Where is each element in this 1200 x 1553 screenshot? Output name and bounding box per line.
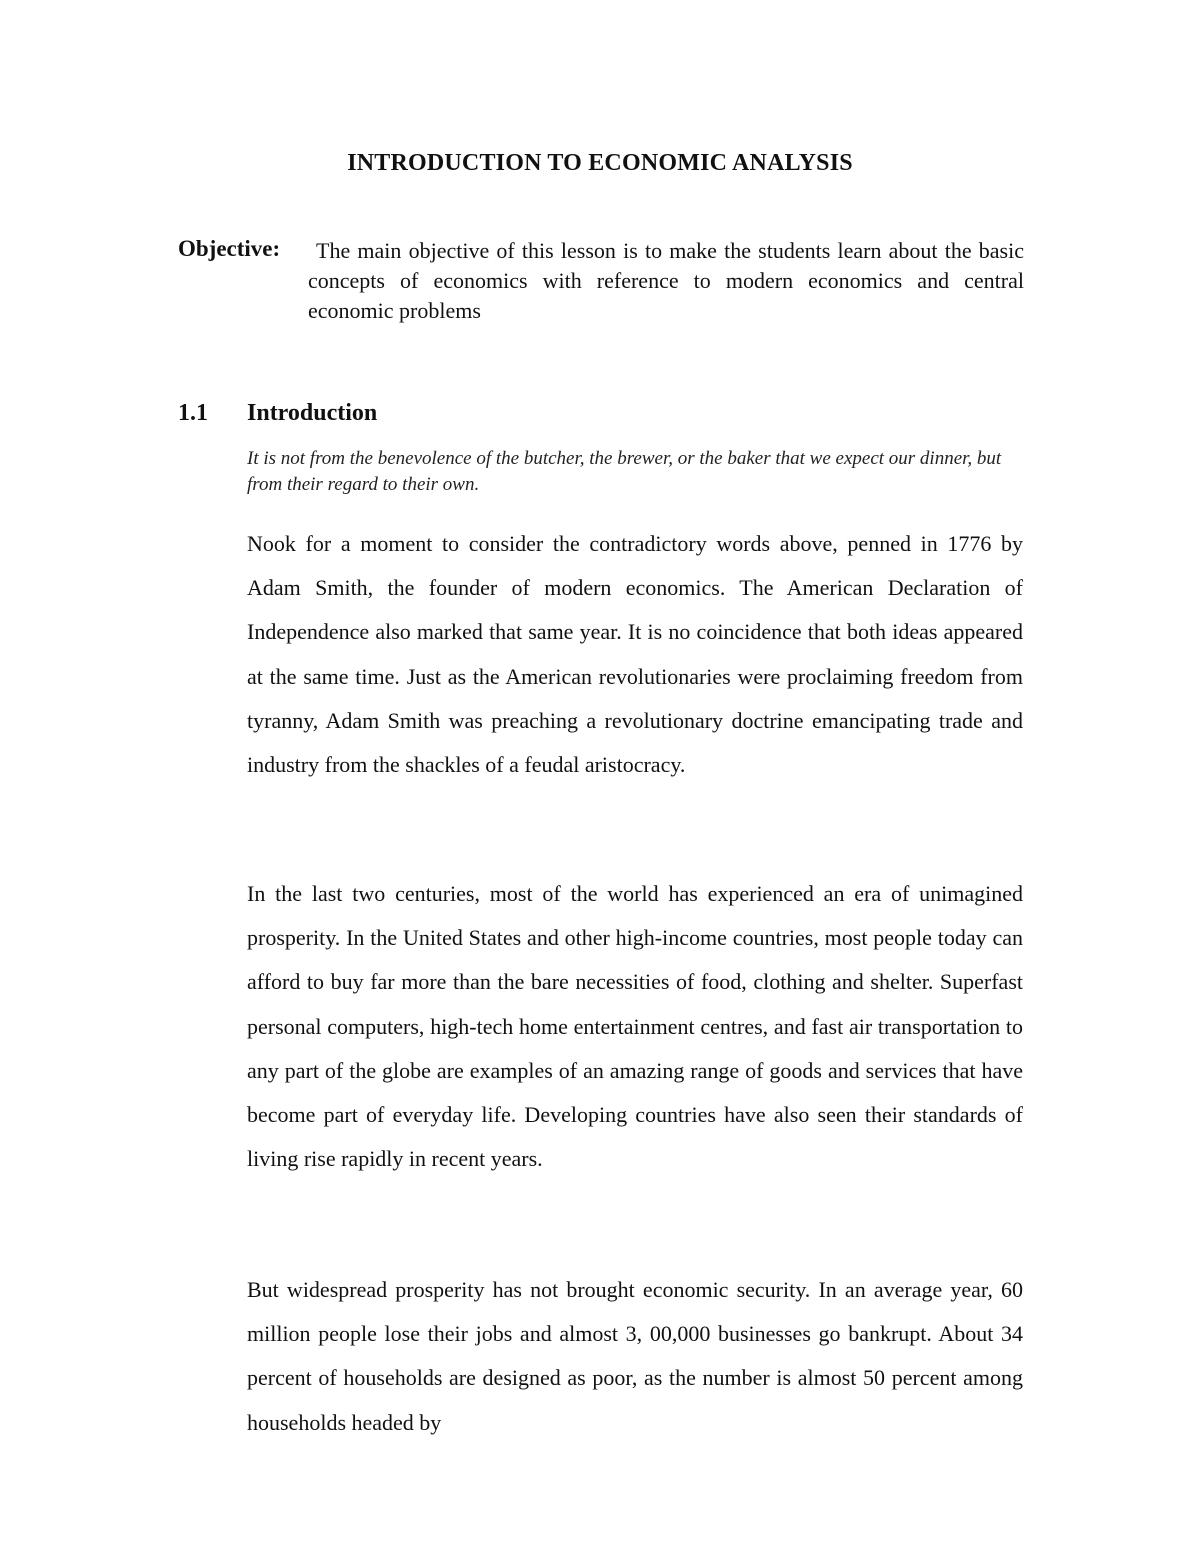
objective-text: The main objective of this lesson is to make the students learn about the basic concepts of economics with reference to modern economics and central economic problems [308, 238, 1024, 323]
body-paragraph: In the last two centuries, most of the world has experienced an era of unimagined prosperity. In the United States and other high-income countries, most people today can afford to buy far more than the bare necessities of food, clothing and shelter. Superfast personal computers, high-tech home entertainment centres, and fast air transportation to any part of the globe are examples of an amazing range of goods and services that have become part of everyday life. Developing countries have also seen their standards of living rise rapidly in recent years. [247, 881, 1023, 1172]
epigraph-quote: It is not from the benevolence of the butcher, the brewer, or the baker that we expect our dinner, but from their regard to their own. [247, 448, 1002, 495]
body-paragraph: Nook for a moment to consider the contradictory words above, penned in 1776 by Adam Smith, the founder of modern economics. The American Declaration of Independence also marked that same year. It is no coincidence that both ideas appeared at the same time. Just as the American revolutionaries were proclaiming freedom from tyranny, Adam Smith was preaching a revolutionary doctrine emancipating trade and industry from the shackles of a feudal aristocracy. [247, 531, 1023, 778]
section-heading [178, 400, 377, 427]
body-paragraph: But widespread prosperity has not brought economic security. In an average year, 60 million people lose their jobs and almost 3, 00,000 businesses go bankrupt. About 34 percent of households are designed as poor, as the number is almost 50 percent among households headed by [247, 1277, 1023, 1435]
section-number: 1.1 [178, 400, 208, 426]
objective-label: Objective: [178, 236, 281, 261]
document-title: INTRODUCTION TO ECONOMIC ANALYSIS [347, 150, 853, 176]
section-title: Introduction [247, 400, 378, 426]
